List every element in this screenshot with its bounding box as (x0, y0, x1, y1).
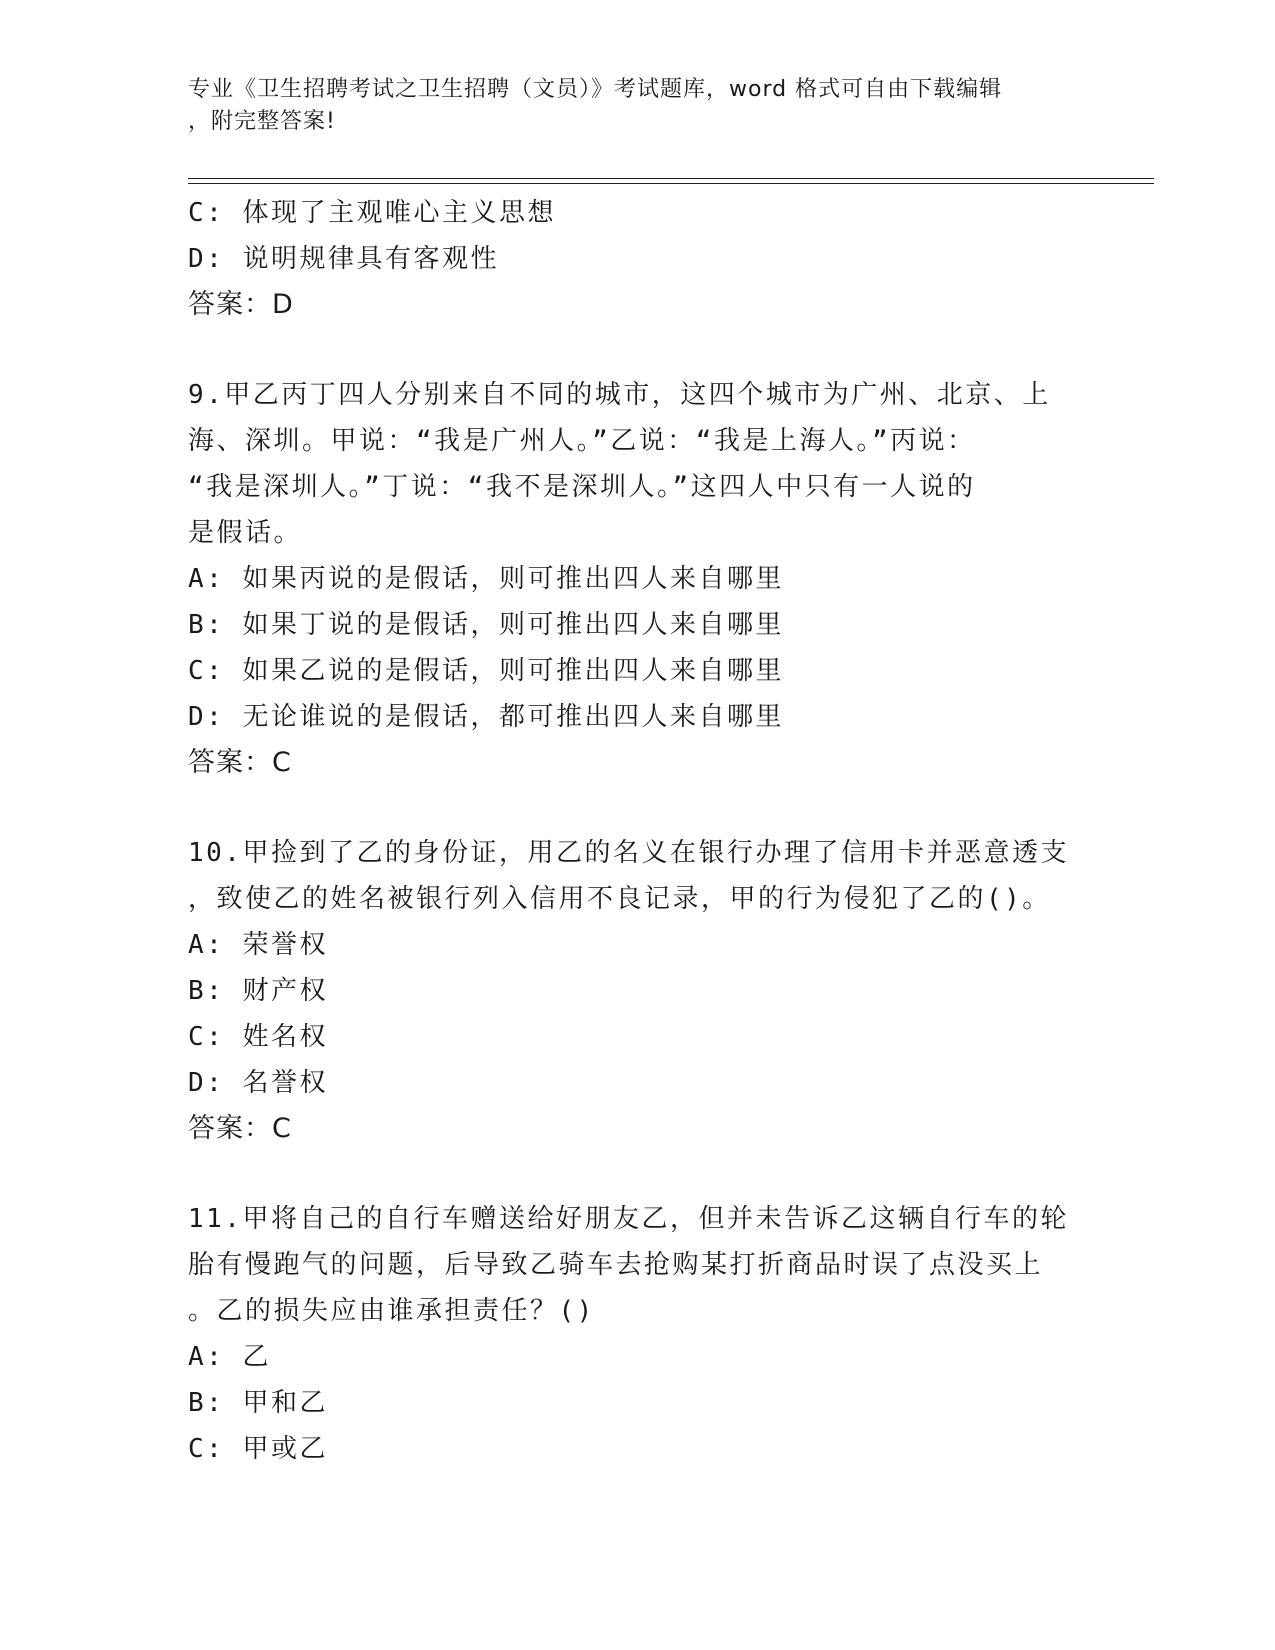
option-b: B: 甲和乙 (188, 1388, 328, 1418)
option-d: D: 名誉权 (188, 1068, 328, 1098)
option-b: B: 财产权 (188, 976, 328, 1006)
question-stem-line: 是假话。 (188, 518, 303, 548)
question-stem-line: 9.甲乙丙丁四人分别来自不同的城市，这四个城市为广州、北京、上 (188, 380, 1051, 410)
document-header (188, 74, 1088, 138)
option-d: D: 无论谁说的是假话，都可推出四人来自哪里 (188, 702, 784, 732)
question-9 (188, 372, 1088, 786)
question-stem-line: 11.甲将自己的自行车赠送给好朋友乙，但并未告诉乙这辆自行车的轮 (188, 1204, 1069, 1234)
question-list (188, 190, 1088, 1472)
question-stem-line: 海、深圳。甲说：“我是广州人。”乙说：“我是上海人。”丙说： (188, 426, 976, 456)
answer: 答案：C (188, 1113, 292, 1144)
answer: 答案：C (188, 747, 292, 778)
header-line-1: 专业《卫生招聘考试之卫生招聘（文员）》考试题库，word 格式可自由下载编辑 (188, 77, 1003, 102)
option-c: C: 体现了主观唯心主义思想 (188, 198, 556, 228)
question-stem-line: “我是深圳人。”丁说：“我不是深圳人。”这四人中只有一人说的 (188, 472, 976, 502)
header-divider-top (188, 178, 1154, 179)
question-stem-line: 。乙的损失应由谁承担责任？() (188, 1296, 595, 1326)
option-c: C: 如果乙说的是假话，则可推出四人来自哪里 (188, 656, 784, 686)
header-divider-bottom (188, 183, 1154, 184)
question-11 (188, 1196, 1088, 1472)
answer: 答案：D (188, 289, 294, 320)
option-c: C: 甲或乙 (188, 1434, 328, 1464)
option-c: C: 姓名权 (188, 1022, 328, 1052)
option-b: B: 如果丁说的是假话，则可推出四人来自哪里 (188, 610, 784, 640)
question-stem-line: 10.甲捡到了乙的身份证，用乙的名义在银行办理了信用卡并恶意透支 (188, 838, 1069, 868)
question-10 (188, 830, 1088, 1152)
option-d: D: 说明规律具有客观性 (188, 244, 499, 274)
question-stem-line: 胎有慢跑气的问题，后导致乙骑车去抢购某打折商品时误了点没买上 (188, 1250, 1044, 1280)
option-a: A: 如果丙说的是假话，则可推出四人来自哪里 (188, 564, 784, 594)
question-stem-line: ，致使乙的姓名被银行列入信用不良记录，甲的行为侵犯了乙的()。 (188, 884, 1051, 914)
question-8 (188, 190, 1088, 328)
header-line-2: ，附完整答案! (188, 109, 336, 134)
option-a: A: 荣誉权 (188, 930, 328, 960)
option-a: A: 乙 (188, 1342, 271, 1372)
